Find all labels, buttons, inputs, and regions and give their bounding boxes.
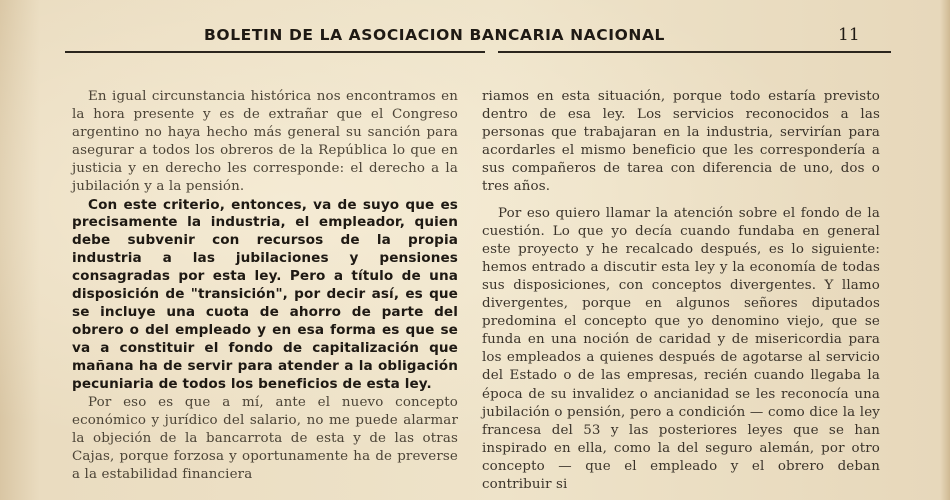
right-paragraph-2: Por eso quiero llamar la atención sobre el fondo de la cuestión. Lo que yo decía cuando fundaba en general este proyecto y he recalcado después, es lo siguiente: hemos entrado a discutir esta ley y la economía de todas sus disposiciones, con conceptos divergentes. Y llamo divergentes, porque en algunos señores diputados predomina el concepto que yo denomino viejo, que se funda en una noción de caridad y de misericordia para los empleados a quienes después de agotarse al servicio del Estado o de las empresas, recién cuando llegaba la época de su invalidez o ancianidad se les reconocía una jubilación o pensión, pero a condición — como dice la ley francesa del 53 y las posteriores leyes que se han inspirado en ella, como la del seguro alemán, por otro concepto — que el empleado y el obrero deban contribuir si	[482, 205, 880, 492]
page-header	[0, 22, 950, 52]
left-column	[72, 88, 458, 484]
right-column	[482, 88, 880, 494]
left-paragraph-3: Por eso es que a mí, ante el nuevo concepto económico y jurídico del salario, no me puede alarmar la objeción de la bancarrota de esta y de las otras Cajas, porque forzosa y oportunamente ha de preverse a la estabilidad financiera	[72, 394, 458, 482]
right-paragraph-1: riamos en esta situación, porque todo estaría previsto dentro de esa ley. Los servicios reconocidos a las personas que trabajaran en la industria, servirían para acordarles el mismo beneficio que les correspondería a sus compañeros de tarea con diferencia de uno, dos o tres años.	[482, 89, 880, 195]
left-paragraph-1: En igual circunstancia histórica nos encontramos en la hora presente y es de extrañar que el Congreso argentino no haya hecho más general su sanción para asegurar a todos los obreros de la República lo que en justicia y en derecho les corresponde: el derecho a la jubilación y a la pensión.	[72, 89, 458, 195]
left-paragraph-2-bold: Con este criterio, entonces, va de suyo que es precisamente la industria, el empleador, quien debe subvenir con recursos de la propia industria a las jubilaciones y pensiones consagradas por esta ley. Pero a título de una disposición de "transición", por decir así, es que se incluye una cuota de ahorro de parte del obrero o del empleado y en esa forma es que se va a constituir el fondo de capitalización que mañana ha de servir para atender a la obligación pecuniaria de todos los beneficios de esta ley.	[72, 196, 458, 392]
header-rule-left	[65, 51, 485, 53]
bulletin-title: BOLETIN DE LA ASOCIACION BANCARIA NACIONAL	[204, 26, 666, 44]
page-number: 11	[838, 25, 860, 45]
header-rule-right	[498, 51, 891, 53]
